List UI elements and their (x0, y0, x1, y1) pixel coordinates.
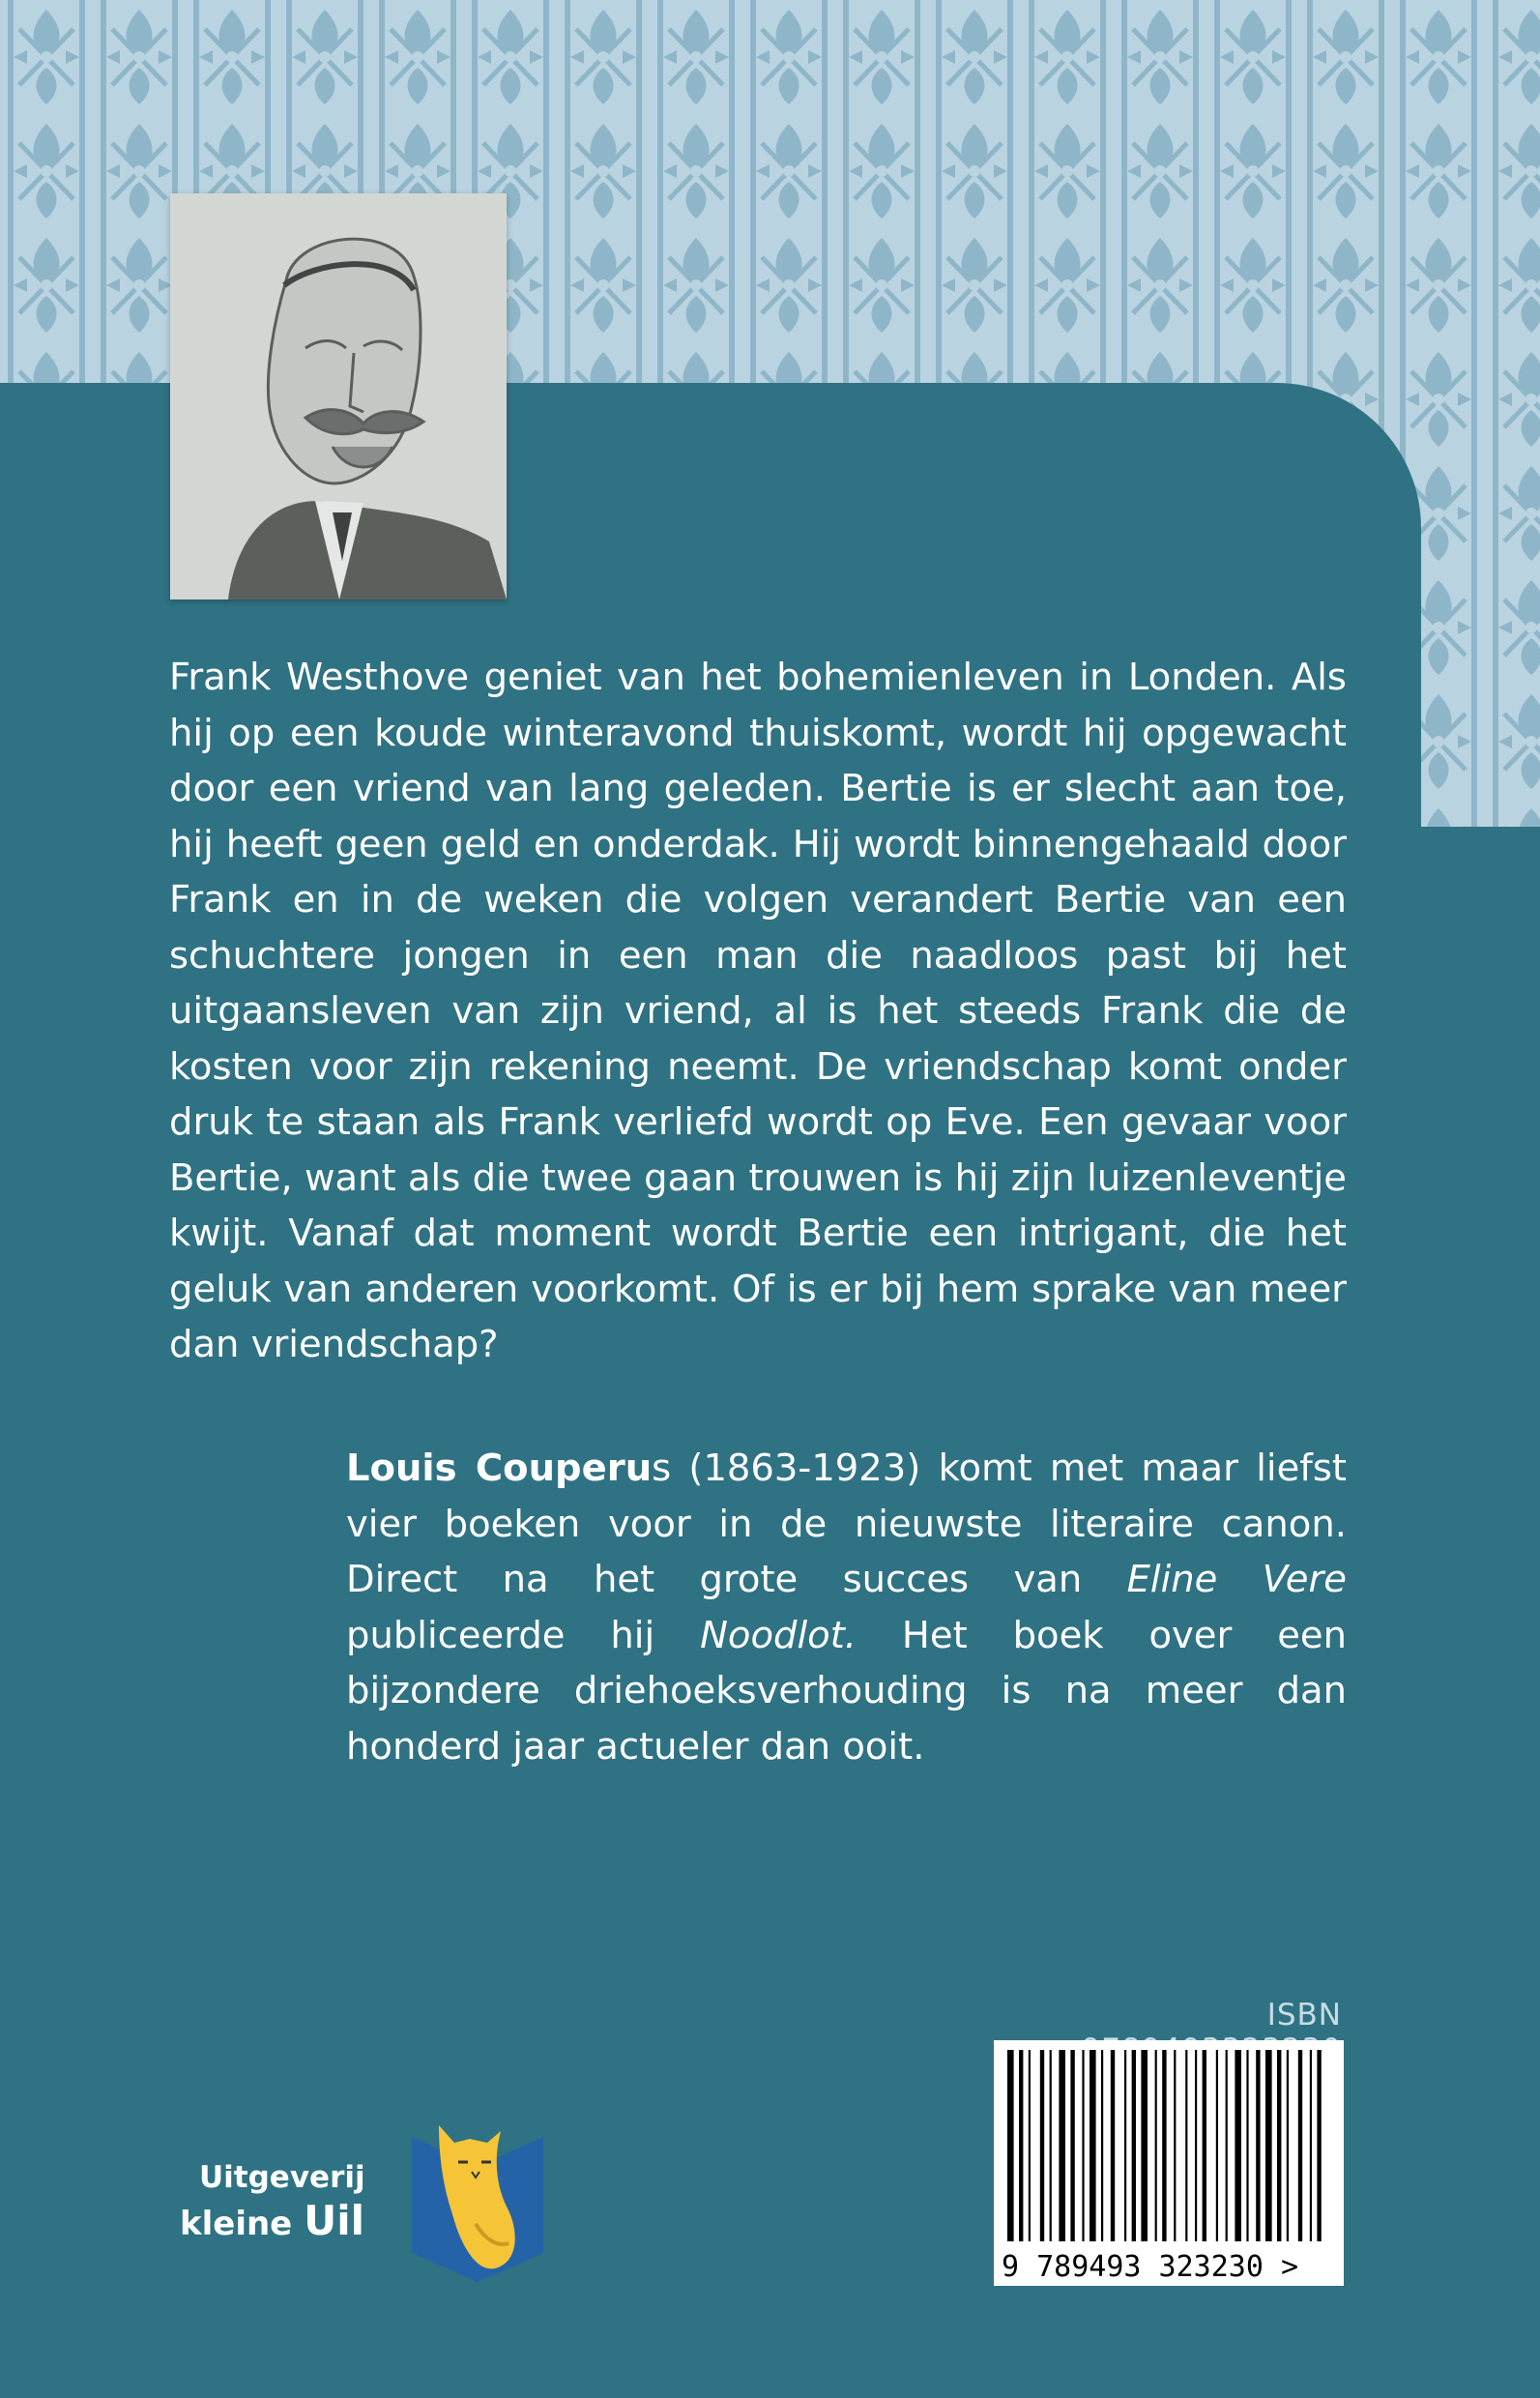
barcode-bar (1246, 2050, 1248, 2241)
barcode-bar (1019, 2050, 1023, 2241)
barcode-bar (1007, 2050, 1014, 2241)
barcode-bar (1185, 2050, 1187, 2241)
barcode-bar (1298, 2050, 1302, 2241)
author-portrait-sketch-icon (170, 193, 507, 600)
barcode-bar (1235, 2050, 1241, 2241)
barcode-bar (1277, 2050, 1281, 2241)
publisher-line-2-small: kleine (180, 2205, 305, 2243)
barcode-bar (1111, 2050, 1115, 2241)
author-portrait (170, 193, 507, 600)
book-title-eline-vere: Eline Vere (1126, 1558, 1347, 1601)
barcode-bar (1256, 2050, 1260, 2241)
barcode-bar (1195, 2050, 1197, 2241)
book-blurb: Frank Westhove geniet van het bohemienleven in Londen. Als hij op een koude winteravond thuiskomt, wordt hij opgewacht door een vriend van lang geleden. Bertie is er slecht aan toe, hij heeft geen geld en onderdak. Hij wordt binnengehaald door Frank en in de weken die volgen verandert Bertie van een schuchtere jongen in een man die naadloos past bij het uitgaansleven van zijn vriend, al is het steeds Frank die de kosten voor zijn rekening neemt. De vriendschap komt onder druk te staan als Frank verliefd wordt op Eve. Een gevaar voor Bertie, want als die twee gaan trouwen is hij zijn luizenleventje kwijt. Vanaf dat moment wordt Bertie een intrigant, die het geluk van anderen voorkomt. Of is er bij hem sprake van meer dan vriendschap? (169, 656, 1347, 1366)
barcode-bar (1155, 2050, 1157, 2241)
barcode-bar (1101, 2050, 1103, 2241)
bio-text-1: s (1863-1923) komt met maar liefst vier boeken voor in de nieuwste literaire canon. Direct na het grote succes van (346, 1447, 1347, 1601)
barcode-bar (1050, 2050, 1052, 2241)
bio-text-2: publiceerde hij (346, 1613, 701, 1657)
barcode-bar (1287, 2050, 1289, 2241)
author-bio (346, 1441, 1347, 1774)
barcode-bar (1082, 2050, 1084, 2241)
barcode-bars (994, 2040, 1344, 2286)
bio-text-3: Het boek over een bijzondere driehoeksverhouding is na meer dan honderd jaar actueler dan ooit. (346, 1613, 1347, 1769)
barcode-bar (1132, 2050, 1136, 2241)
publisher-line-1: Uitgeverij (199, 2160, 365, 2195)
barcode-bar (1162, 2050, 1166, 2241)
barcode-bar (1090, 2050, 1096, 2241)
isbn-label: ISBN (1266, 1998, 1342, 2032)
publisher-line-2-big: Uil (304, 2197, 364, 2244)
barcode-bar (1040, 2050, 1044, 2241)
barcode-bar (1310, 2050, 1312, 2241)
barcode-bar (1317, 2050, 1321, 2241)
barcode-bar (1059, 2050, 1065, 2241)
book-title-noodlot: Noodlot. (700, 1613, 857, 1657)
barcode (994, 2040, 1344, 2286)
barcode-bar (1226, 2050, 1228, 2241)
barcode-bar (1265, 2050, 1272, 2241)
author-name: Louis Couperu (346, 1447, 653, 1490)
barcode-bar (1174, 2050, 1176, 2241)
barcode-bar (1029, 2050, 1031, 2241)
publisher-logo (162, 2118, 549, 2292)
barcode-bar (1216, 2050, 1218, 2241)
barcode-bar (1070, 2050, 1074, 2241)
owl-book-icon (400, 2118, 555, 2282)
barcode-digits: 9 789493 323230 > (1002, 2250, 1299, 2284)
barcode-bar (1141, 2050, 1148, 2241)
barcode-bar (1203, 2050, 1206, 2241)
publisher-line-2 (180, 2197, 364, 2244)
barcode-bar (1124, 2050, 1126, 2241)
